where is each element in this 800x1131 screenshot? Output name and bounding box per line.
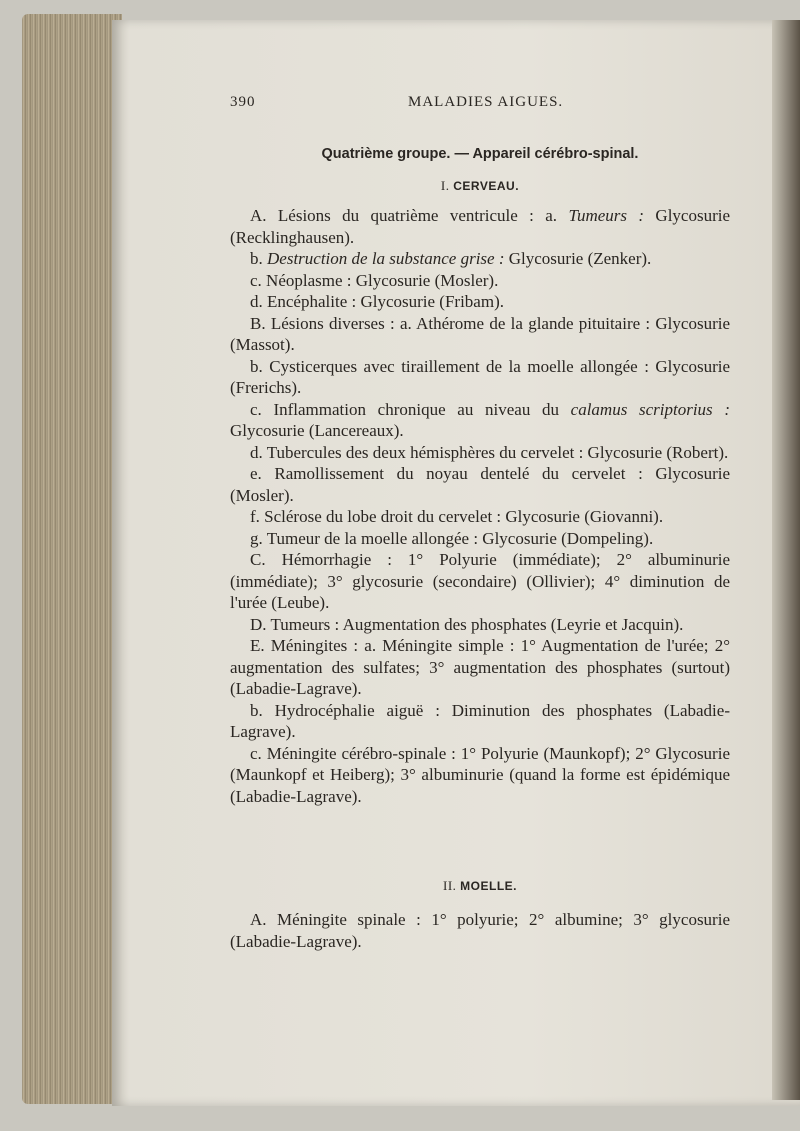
entry-paragraph: A. Lésions du quatrième ventricule : a. Tumeurs : Glycosurie (Recklinghausen).	[230, 206, 731, 247]
running-title: MALADIES AIGUES.	[408, 94, 564, 110]
entry-paragraph: d. Tubercules des deux hémisphères du cervelet : Glycosurie (Robert).	[250, 442, 729, 462]
entry-paragraph: A. Méningite spinale : 1° polyurie; 2° albumine; 3° glycosurie (Labadie-Lagrave).	[230, 910, 730, 951]
section-heading: MOELLE.	[460, 879, 517, 893]
entry-paragraph: c. Méningite cérébro-spinale : 1° Polyurie (Maunkopf); 2° Glycosurie (Maunkopf et Heiberg); 3° albuminurie (quand la forme est épidémique (Labadie-Lagrave).	[230, 743, 730, 806]
section-title-cerveau	[230, 178, 730, 194]
right-gutter-shadow	[772, 20, 800, 1100]
entry-paragraph: b. Hydrocéphalie aiguë : Diminution des phosphates (Labadie-Lagrave).	[230, 700, 730, 741]
section-body-moelle	[230, 909, 730, 952]
group-title: Quatrième groupe. — Appareil cérébro-spinal.	[321, 146, 639, 162]
entry-paragraph: E. Méningites : a. Méningite simple : 1° Augmentation de l'urée; 2° augmentation des sulfates; 3° augmentation des phosphates (surtout) (Labadie-Lagrave).	[230, 636, 730, 698]
entry-paragraph: b. Cysticerques avec tiraillement de la moelle allongée : Glycosurie (Frerichs).	[230, 356, 730, 397]
section-title-moelle	[230, 878, 730, 894]
entry-paragraph: B. Lésions diverses : a. Athérome de la glande pituitaire : Glycosurie (Massot).	[230, 313, 730, 354]
page-edges	[22, 14, 122, 1104]
running-head	[230, 94, 730, 116]
entry-paragraph: b. Destruction de la substance grise : Glycosurie (Zenker).	[250, 249, 652, 268]
section-body-cerveau	[230, 205, 730, 807]
entry-paragraph: c. Inflammation chronique au niveau du calamus scriptorius : Glycosurie (Lancereaux).	[230, 399, 730, 440]
section-numeral: I.	[440, 178, 450, 193]
entry-paragraph: d. Encéphalite : Glycosurie (Fribam).	[250, 292, 504, 311]
entry-paragraph: e. Ramollissement du noyau dentelé du cervelet : Glycosurie (Mosler).	[230, 464, 730, 505]
entry-paragraph: c. Néoplasme : Glycosurie (Mosler).	[250, 270, 499, 290]
section-heading: CERVEAU.	[453, 179, 520, 193]
entry-paragraph: f. Sclérose du lobe droit du cervelet : Glycosurie (Giovanni).	[250, 507, 664, 526]
entry-paragraph: C. Hémorrhagie : 1° Polyurie (immédiate); 2° albuminurie (immédiate); 3° glycosurie (secondaire) (Ollivier); 4° diminution de l'urée (Leube).	[230, 550, 730, 612]
entry-paragraph: g. Tumeur de la moelle allongée : Glycosurie (Dompeling).	[250, 528, 654, 548]
entry-paragraph: D. Tumeurs : Augmentation des phosphates (Leyrie et Jacquin).	[250, 614, 684, 634]
page-number: 390	[230, 94, 256, 110]
section-numeral: II.	[442, 878, 457, 893]
